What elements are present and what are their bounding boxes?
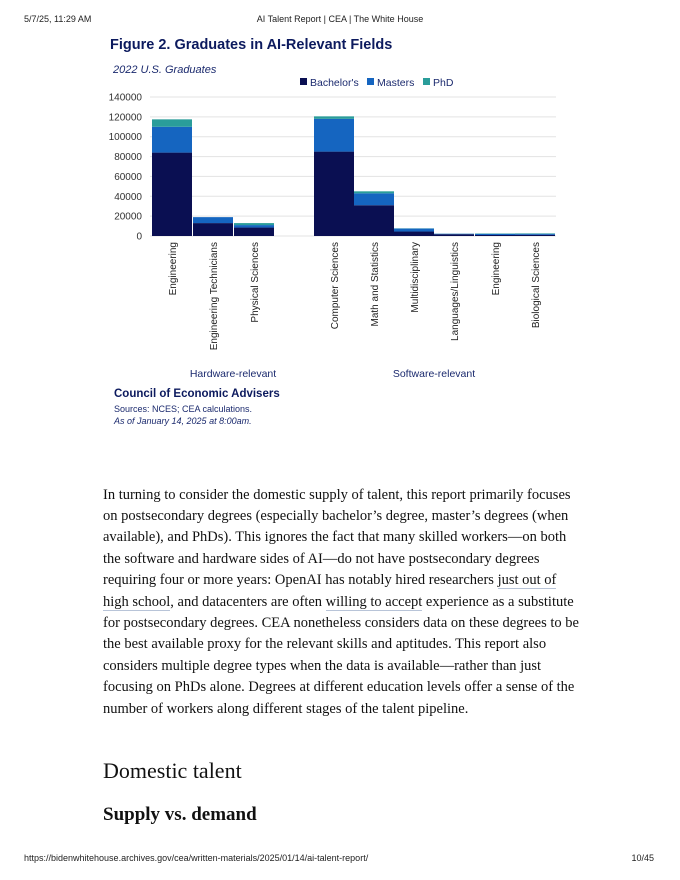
chart-group-labels bbox=[190, 368, 475, 380]
print-url: https://bidenwhitehouse.archives.gov/cea/written-materials/2025/01/14/ai-talent-report/ bbox=[24, 853, 369, 863]
bar-segment-masters bbox=[515, 234, 555, 235]
bar-segment-bachelors bbox=[475, 235, 515, 236]
bar-segment-bachelors bbox=[193, 223, 233, 236]
group-label: Hardware-relevant bbox=[189, 368, 277, 380]
bar-segment-masters bbox=[234, 225, 274, 227]
legend-swatch bbox=[300, 78, 307, 85]
print-page-number: 10/45 bbox=[631, 853, 654, 863]
bar-segment-bachelors bbox=[234, 228, 274, 236]
link-high-school[interactable]: just out of high school bbox=[103, 572, 557, 610]
heading-supply-vs-demand: Supply vs. demand bbox=[103, 804, 257, 825]
legend-label: Masters bbox=[377, 77, 415, 89]
article-paragraph bbox=[103, 485, 583, 720]
y-tick-label: 60000 bbox=[114, 171, 142, 183]
x-tick-label: Engineering bbox=[491, 242, 502, 296]
y-tick-label: 100000 bbox=[108, 132, 142, 144]
paragraph-text-3: experience as a substitute for postsecondary degrees. CEA nonetheless considers data on these degrees to be the best available proxy for the relevant skills and aptitudes. This report also considers multiple degree types when the data is available—rather than just focusing on PhDs alone. Degrees at different education levels offer a sense of the number of workers along different stages of the talent pipeline. bbox=[103, 593, 579, 717]
chart-legend bbox=[300, 77, 454, 89]
print-page-title: AI Talent Report | CEA | The White House bbox=[256, 14, 424, 24]
y-tick-label: 80000 bbox=[114, 152, 142, 164]
x-tick-label: Multidisciplinary bbox=[410, 242, 421, 313]
chart-y-axis bbox=[109, 93, 143, 243]
x-tick-label: Languages/Linguistics bbox=[450, 242, 461, 341]
y-tick-label: 120000 bbox=[108, 112, 142, 124]
legend-label: PhD bbox=[433, 77, 454, 89]
y-tick-label: 140000 bbox=[108, 92, 142, 104]
figure-subtitle: 2022 U.S. Graduates bbox=[113, 64, 217, 76]
stacked-bar-chart bbox=[0, 0, 680, 400]
link-willing-to-accept[interactable]: willing to accept bbox=[325, 593, 423, 610]
y-tick-label: 20000 bbox=[114, 211, 142, 223]
chart-x-labels bbox=[168, 242, 542, 350]
heading-domestic-talent: Domestic talent bbox=[103, 758, 242, 784]
bar-segment-masters bbox=[394, 229, 434, 232]
x-tick-label: Computer Sciences bbox=[330, 242, 341, 330]
bar-segment-masters bbox=[314, 119, 354, 152]
x-tick-label: Engineering bbox=[168, 242, 179, 296]
bar-segment-bachelors bbox=[515, 235, 555, 236]
y-tick-label: 40000 bbox=[114, 191, 142, 203]
x-tick-label: Math and Statistics bbox=[370, 242, 381, 327]
bar-segment-phd bbox=[314, 116, 354, 118]
bar-segment-masters bbox=[193, 217, 233, 223]
bar-segment-masters bbox=[354, 193, 394, 205]
x-tick-label: Biological Sciences bbox=[531, 242, 542, 329]
paragraph-text-2: , and datacenters are often bbox=[170, 593, 326, 610]
bar-segment-bachelors bbox=[314, 152, 354, 236]
bar-segment-phd bbox=[234, 223, 274, 225]
legend-swatch bbox=[423, 78, 430, 85]
bar-segment-masters bbox=[475, 234, 515, 235]
figure-as-of: As of January 14, 2025 at 8:00am. bbox=[114, 416, 252, 426]
y-tick-label: 0 bbox=[136, 231, 142, 243]
bar-segment-masters bbox=[152, 127, 192, 153]
legend-label: Bachelor's bbox=[310, 77, 359, 89]
figure-source-org: Council of Economic Advisers bbox=[114, 388, 280, 400]
bar-segment-phd bbox=[152, 119, 192, 126]
figure-title: Figure 2. Graduates in AI-Relevant Fields bbox=[110, 37, 393, 53]
bar-segment-bachelors bbox=[354, 205, 394, 236]
print-datetime: 5/7/25, 11:29 AM bbox=[24, 14, 92, 24]
paragraph-text-1: In turning to consider the domestic supply of talent, this report primarily focuses on postsecondary degrees (especially bachelor’s degree, master’s degrees (when available), and PhDs). This ignores the fact that many skilled workers—on both the software and hardware sides of AI—do not have postsecondary degrees requiring four or more years: OpenAI has notably hired researchers bbox=[103, 486, 571, 589]
bar-segment-bachelors bbox=[394, 232, 434, 236]
legend-swatch bbox=[367, 78, 374, 85]
bar-segment-bachelors bbox=[434, 234, 474, 236]
x-tick-label: Physical Sciences bbox=[250, 242, 261, 323]
group-label: Software-relevant bbox=[392, 368, 476, 380]
bar-segment-phd bbox=[354, 191, 394, 193]
figure-sources: Sources: NCES; CEA calculations. bbox=[114, 404, 253, 414]
bar-segment-bachelors bbox=[152, 153, 192, 236]
x-tick-label: Engineering Technicians bbox=[209, 242, 220, 351]
